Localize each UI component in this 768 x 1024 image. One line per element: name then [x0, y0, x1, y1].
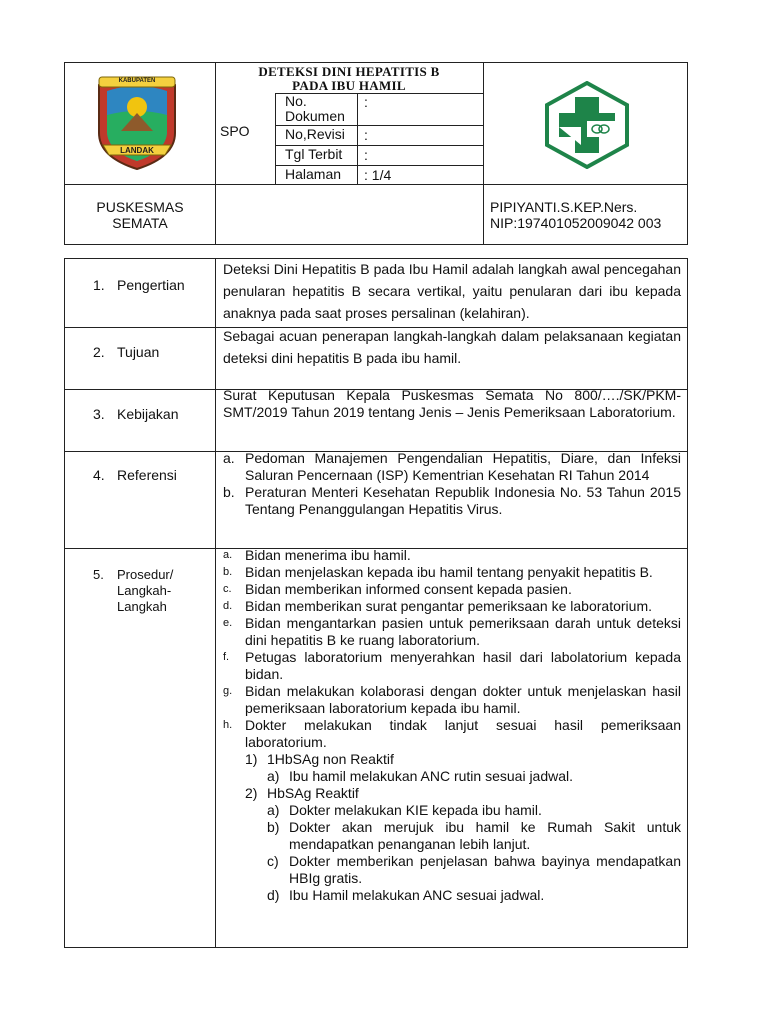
- section-title-line-2: Langkah-: [117, 583, 172, 598]
- meta-value-revisi: :: [364, 127, 368, 143]
- header-table: [64, 62, 688, 245]
- list-item: [223, 581, 681, 598]
- section-label-kebijakan: [93, 406, 179, 422]
- list-item: [223, 683, 681, 717]
- item-marker: d): [267, 887, 280, 903]
- item-text: HbSAg Reaktif: [267, 785, 359, 801]
- item-text: Bidan menerima ibu hamil.: [245, 547, 411, 563]
- item-text: Petugas laboratorium menyerahkan hasil dari labolatorium kepada bidan.: [245, 649, 681, 682]
- item-text: Ibu hamil melakukan ANC rutin sesuai jadwal.: [289, 768, 574, 784]
- logo-text-top: KABUPATEN: [118, 78, 156, 84]
- logo-text-bottom: LANDAK: [120, 146, 154, 155]
- document-title: [215, 65, 483, 93]
- item-marker: a.: [223, 450, 235, 466]
- item-marker: c.: [223, 583, 232, 595]
- sub-list-item: [223, 751, 681, 768]
- item-text: Bidan memberikan surat pengantar pemeriksaan ke laboratorium.: [245, 598, 652, 614]
- item-marker: b.: [223, 566, 233, 578]
- section-number: 5.: [93, 567, 104, 582]
- section-title-line-1: Prosedur/: [117, 567, 174, 582]
- institution-name: [65, 199, 215, 231]
- meta-value-dokumen: :: [364, 94, 368, 110]
- list-item: [223, 598, 681, 615]
- title-line-2: PADA IBU HAMIL: [292, 78, 406, 93]
- institution-line-2: SEMATA: [112, 215, 168, 231]
- sub-list-item: [223, 853, 681, 887]
- kabupaten-landak-logo: [91, 71, 183, 171]
- list-item: [223, 564, 681, 581]
- puskesmas-logo: [541, 81, 633, 169]
- section-number: 4.: [93, 467, 105, 483]
- meta-label-revisi: No,Revisi: [285, 126, 345, 142]
- list-item: [223, 717, 681, 751]
- list-item: [223, 547, 681, 564]
- header-divider: [65, 184, 687, 185]
- section-title-line-3: Langkah: [117, 599, 167, 614]
- spo-label: SPO: [220, 123, 250, 139]
- item-text: Peraturan Menteri Kesehatan Republik Indonesia No. 53 Tahun 2015 Tentang Penanggulangan Hepatitis Virus.: [245, 484, 681, 517]
- item-text: Bidan mengantarkan pasien untuk pemeriksaan darah untuk deteksi dini hepatitis B ke ruang laboratorium.: [245, 615, 681, 648]
- item-marker: b): [267, 819, 280, 835]
- item-marker: f.: [223, 651, 230, 663]
- item-text: Dokter memberikan penjelasan bahwa bayinya mendapatkan HBIg gratis.: [289, 853, 681, 886]
- list-item: [223, 484, 681, 518]
- sub-list-item: [223, 887, 681, 904]
- item-marker: d.: [223, 600, 233, 612]
- item-text: Bidan menjelaskan kepada ibu hamil tentang penyakit hepatitis B.: [245, 564, 653, 580]
- item-marker: b.: [223, 484, 235, 500]
- section-title: Pengertian: [117, 277, 185, 293]
- sub-list-item: [223, 768, 681, 785]
- item-marker: c): [267, 853, 279, 869]
- meta-value-terbit: :: [364, 147, 368, 163]
- item-marker: a): [267, 802, 280, 818]
- meta-label-dokumen: No. Dokumen: [285, 93, 345, 124]
- item-text: Pedoman Manajemen Pengendalian Hepatitis, Diare, dan Infeksi Saluran Pencernaan (ISP) Kementrian Kesehatan RI Tahun 2014: [245, 450, 681, 483]
- item-text: 1HbSAg non Reaktif: [267, 751, 394, 767]
- item-marker: e.: [223, 617, 233, 629]
- signer-nip: NIP:197401052009042 003: [490, 215, 662, 231]
- meta-label-halaman: Halaman: [285, 166, 342, 182]
- prosedur-list: [223, 547, 681, 904]
- meta-value-halaman: : 1/4: [364, 167, 392, 183]
- item-text: Ibu Hamil melakukan ANC sesuai jadwal.: [289, 887, 545, 903]
- item-text: Dokter melakukan KIE kepada ibu hamil.: [289, 802, 542, 818]
- item-marker: g.: [223, 685, 233, 697]
- item-text: Dokter melakukan tindak lanjut sesuai hasil pemeriksaan laboratorium.: [245, 717, 681, 750]
- institution-line-1: PUSKESMAS: [96, 199, 184, 215]
- pengertian-text: Deteksi Dini Hepatitis B pada Ibu Hamil adalah langkah awal pencegahan penularan hepatitis B secara vertikal, yaitu penularan dari ibu kepada anaknya pada saat proses persalinan (kelahiran).: [223, 261, 681, 321]
- item-marker: 2): [245, 785, 258, 801]
- sub-list-item: [223, 802, 681, 819]
- kebijakan-text: Surat Keputusan Kepala Puskesmas Semata No 800/…./SK/PKM-SMT/2019 Tahun 2019 tentang Jenis – Jenis Pemeriksaan Laboratorium.: [223, 387, 681, 420]
- sub-list-item: [223, 785, 681, 802]
- section-label-tujuan: [93, 344, 159, 360]
- section-number: 2.: [93, 344, 105, 360]
- item-marker: 1): [245, 751, 258, 767]
- item-marker: a.: [223, 549, 233, 561]
- signer-block: [490, 199, 661, 231]
- section-label-prosedur: [93, 567, 173, 615]
- section-label-referensi: [93, 467, 177, 483]
- section-title: Referensi: [117, 467, 177, 483]
- list-item: [223, 615, 681, 649]
- column-divider: [215, 259, 216, 947]
- list-item: [223, 649, 681, 683]
- item-text: Dokter akan merujuk ibu hamil ke Rumah Sakit untuk mendapatkan penanganan lebih lanjut.: [289, 819, 681, 852]
- item-marker: h.: [223, 719, 233, 731]
- tujuan-text: Sebagai acuan penerapan langkah-langkah dalam pelaksanaan kegiatan deteksi dini hepatitis B pada ibu hamil.: [223, 328, 681, 366]
- section-title: Kebijakan: [117, 406, 179, 422]
- section-number: 3.: [93, 406, 105, 422]
- referensi-list: [223, 450, 681, 518]
- item-marker: a): [267, 768, 280, 784]
- sub-list-item: [223, 819, 681, 853]
- header-divider: [483, 63, 484, 244]
- meta-divider: [275, 93, 276, 184]
- section-number: 1.: [93, 277, 105, 293]
- item-text: Bidan memberikan informed consent kepada pasien.: [245, 581, 572, 597]
- signer-name: PIPIYANTI.S.KEP.Ners.: [490, 199, 638, 215]
- procedure-table: [64, 258, 688, 948]
- meta-label-terbit: Tgl Terbit: [285, 146, 343, 162]
- title-line-1: DETEKSI DINI HEPATITIS B: [258, 64, 440, 79]
- item-text: Bidan melakukan kolaborasi dengan dokter untuk menjelaskan hasil pemeriksaan laboratorium kepada ibu hamil.: [245, 683, 681, 716]
- section-title: Tujuan: [117, 344, 160, 360]
- list-item: [223, 450, 681, 484]
- section-label-pengertian: [93, 277, 185, 293]
